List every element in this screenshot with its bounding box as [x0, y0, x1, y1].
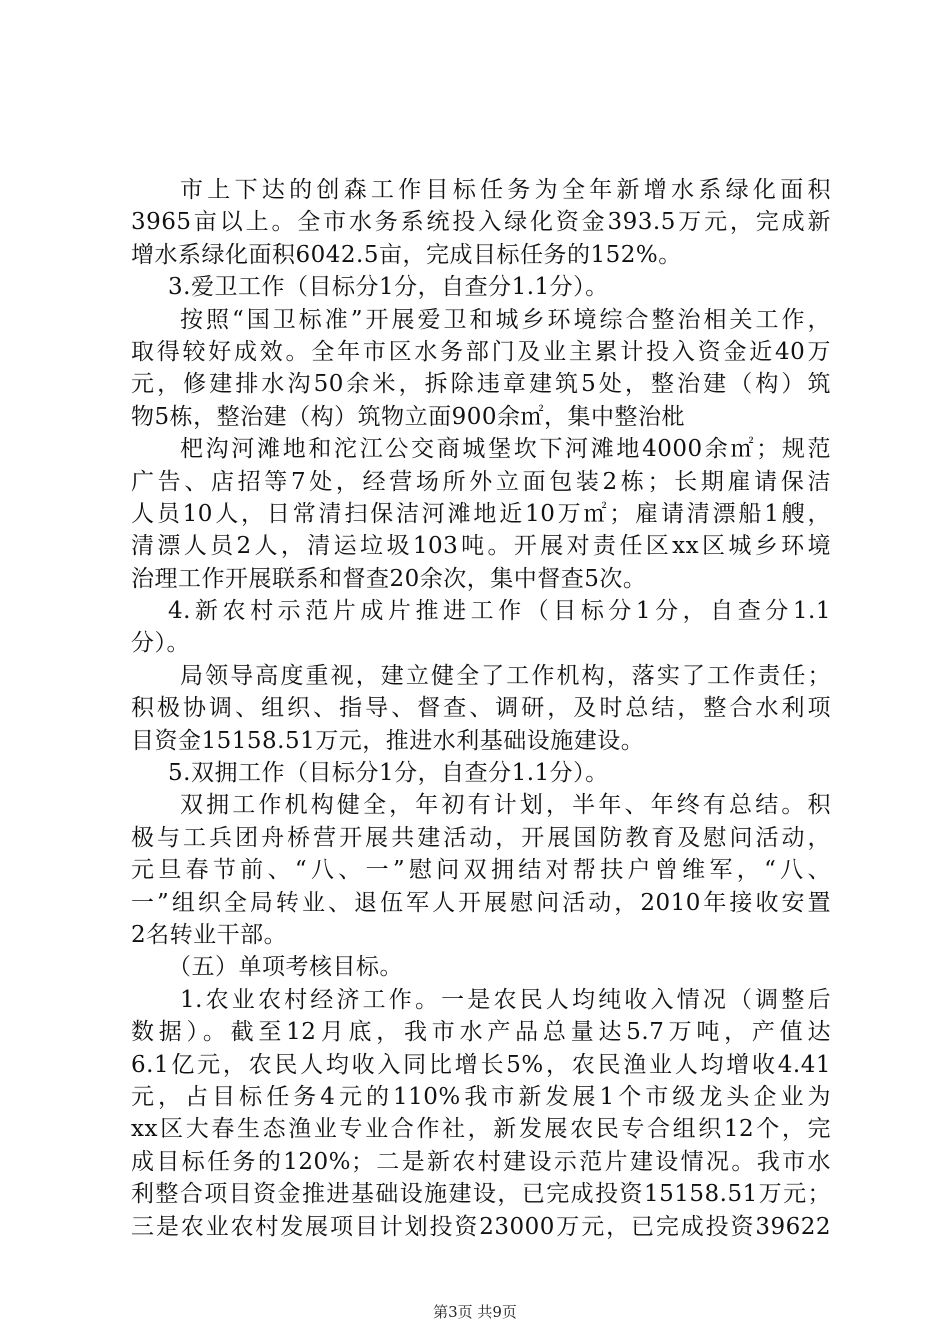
text-line: 广告、店招等7处，经营场所外立面包装2栋；长期雇请保洁: [131, 468, 831, 495]
text-line: 市上下达的创森工作目标任务为全年新增水系绿化面积: [180, 177, 831, 203]
text-line: 利整合项目资金推进基础设施建设，已完成投资15158.51万元；: [131, 1181, 831, 1208]
text-line: 三是农业农村发展项目计划投资23000万元，已完成投资39622: [131, 1213, 831, 1240]
text-line: 一”组织全局转业、退伍军人开展慰问活动，2010年接收安置: [131, 889, 831, 916]
text-line: 取得较好成效。全年市区水务部门及业主累计投入资金近40万: [131, 338, 831, 365]
page-footer: 第3页 共9页: [433, 1303, 517, 1321]
text-line: 3965亩以上。全市水务系统投入绿化资金393.5万元，完成新: [131, 209, 831, 236]
text-line: 元旦春节前、“八、一”慰问双拥结对帮扶户曾维军，“八、: [131, 857, 831, 884]
text-line: 2名转业干部。: [131, 921, 288, 948]
text-line: 按照“国卫标准”开展爱卫和城乡环境综合整治相关工作，: [180, 306, 831, 333]
text-line: 清漂人员2人，清运垃圾103吨。开展对责任区xx区城乡环境: [131, 533, 831, 560]
text-line: 4.新农村示范片成片推进工作（目标分1分，自查分1.1: [168, 598, 831, 625]
text-line: 积极协调、组织、指导、督查、调研，及时总结，整合水利项: [131, 695, 831, 722]
text-line: 目资金15158.51万元，推进水利基础设施建设。: [131, 727, 645, 754]
text-line: xx区大春生态渔业专业合作社，新发展农民专合组织12个，完: [131, 1116, 831, 1143]
text-line: 6.1亿元，农民人均收入同比增长5%，农民渔业人均增收4.41: [131, 1051, 831, 1078]
text-line: 局领导高度重视，建立健全了工作机构，落实了工作责任；: [180, 662, 831, 689]
text-line: 双拥工作机构健全，年初有计划，半年、年终有总结。积: [180, 792, 831, 819]
text-line: 3.爱卫工作（目标分1分，自查分1.1分）。: [168, 274, 609, 301]
text-line: 元，占目标任务4元的110%我市新发展1个市级龙头企业为: [131, 1083, 831, 1110]
text-line: 杷沟河滩地和沱江公交商城堡坎下河滩地4000余㎡；规范: [180, 436, 831, 463]
document-body: [131, 174, 831, 1243]
text-line: 治理工作开展联系和督查20余次，集中督查5次。: [131, 565, 647, 592]
text-line: 增水系绿化面积6042.5亩，完成目标任务的152%。: [131, 241, 682, 268]
text-line: 元，修建排水沟50余米，拆除违章建筑5处，整治建（构）筑: [131, 371, 831, 398]
text-line: 5.双拥工作（目标分1分，自查分1.1分）。: [168, 760, 609, 787]
text-line: 数据）。截至12月底，我市水产品总量达5.7万吨，产值达: [131, 1019, 831, 1046]
text-line: 物5栋，整治建（构）筑物立面900余㎡，集中整治枇: [131, 403, 686, 430]
text-line: 1.农业农村经济工作。一是农民人均纯收入情况（调整后: [180, 986, 831, 1013]
text-line: 人员10人，日常清扫保洁河滩地近10万㎡；雇请清漂船1艘，: [131, 500, 831, 527]
text-line: （五）单项考核目标。: [168, 954, 403, 981]
text-line: 极与工兵团舟桥营开展共建活动，开展国防教育及慰问活动，: [131, 824, 831, 851]
text-line: 分）。: [131, 630, 190, 657]
text-line: 成目标任务的120%；二是新农村建设示范片建设情况。我市水: [131, 1148, 831, 1175]
